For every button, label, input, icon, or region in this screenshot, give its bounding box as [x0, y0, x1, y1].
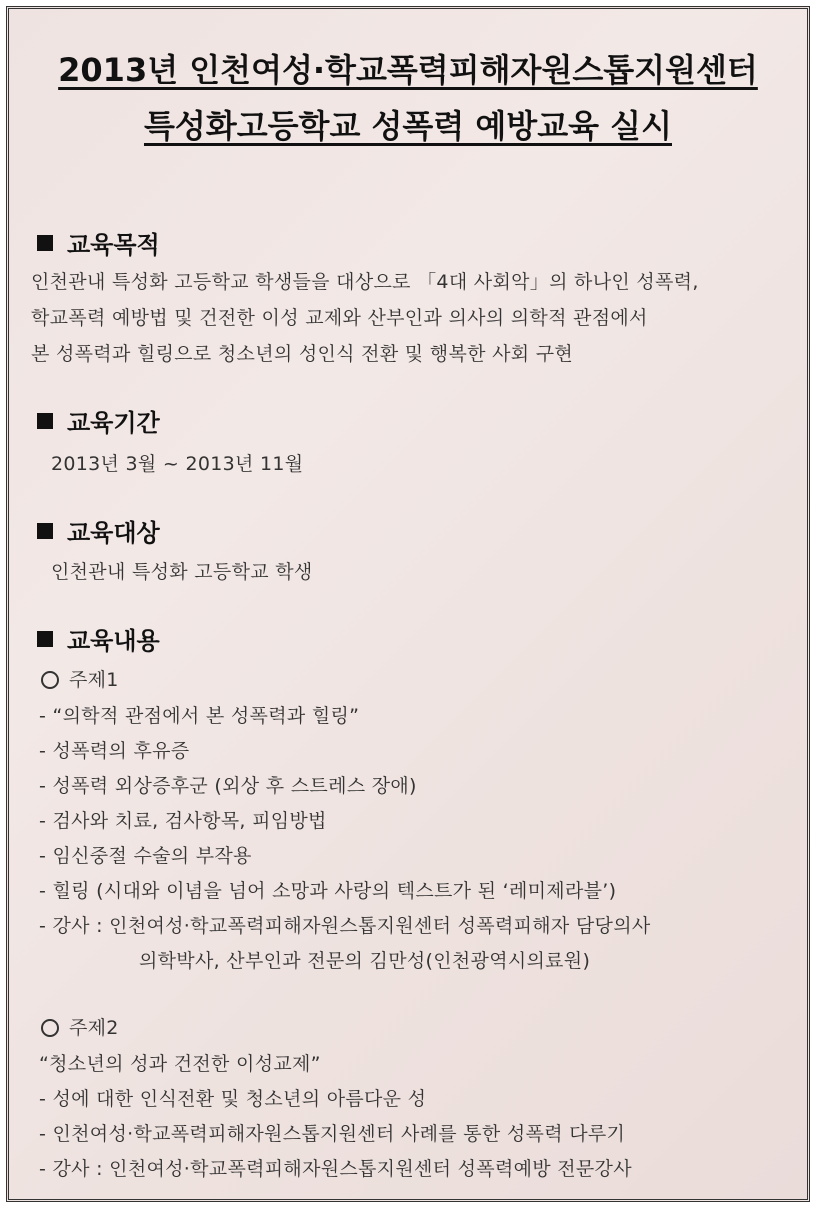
topic1-line: - 성폭력 외상증후군 (외상 후 스트레스 장애) [39, 775, 417, 797]
purpose-line-1: 인천관내 특성화 고등학교 학생들을 대상으로 「4대 사회악」의 하나인 성폭력, [31, 271, 699, 293]
square-bullet-icon [37, 235, 53, 251]
document-page [6, 6, 810, 1202]
topic1-label: 주제1 [41, 665, 119, 692]
topic1-line: - 힐링 (시대와 이념을 넘어 소망과 사랑의 텍스트가 된 ‘레미제라블’) [39, 880, 617, 902]
square-bullet-icon [37, 413, 53, 429]
section-heading-period: 교육기간 [37, 403, 160, 438]
topic1-line: - 검사와 치료, 검사항목, 피임방법 [39, 810, 327, 832]
purpose-line-2: 학교폭력 예방법 및 건전한 이성 교제와 산부인과 의사의 의학적 관점에서 [31, 307, 648, 329]
topic2-line: - 성에 대한 인식전환 및 청소년의 아름다운 성 [39, 1088, 427, 1110]
title-line-2: 특성화고등학교 성폭력 예방교육 실시 [143, 107, 672, 145]
topic1-line: - 임신중절 수술의 부작용 [39, 845, 252, 867]
topic2-label: 주제2 [41, 1013, 119, 1040]
topic1-line: - “의학적 관점에서 본 성폭력과 힐링” [39, 705, 360, 727]
topic1-line: - 성폭력의 후유증 [39, 740, 190, 762]
target-text: 인천관내 특성화 고등학교 학생 [51, 561, 313, 583]
square-bullet-icon [37, 631, 53, 647]
square-bullet-icon [37, 523, 53, 539]
period-text: 2013년 3월 ~ 2013년 11월 [51, 453, 304, 475]
section-heading-content: 교육내용 [37, 621, 160, 656]
purpose-line-3: 본 성폭력과 힐링으로 청소년의 성인식 전환 및 행복한 사회 구현 [31, 343, 574, 365]
title-line-1: 2013년 인천여성·학교폭력피해자원스톱지원센터 [58, 51, 758, 89]
section-heading-purpose: 교육목적 [37, 225, 160, 260]
topic1-lecturer-cont: 의학박사, 산부인과 전문의 김만성(인천광역시의료원) [139, 950, 591, 972]
topic2-line: “청소년의 성과 건전한 이성교제” [39, 1053, 321, 1075]
topic2-line: - 인천여성·학교폭력피해자원스톱지원센터 사례를 통한 성폭력 다루기 [39, 1123, 626, 1145]
section-heading-target: 교육대상 [37, 513, 160, 548]
circle-bullet-icon [41, 1019, 59, 1037]
circle-bullet-icon [41, 671, 59, 689]
topic1-lecturer: - 강사 : 인천여성·학교폭력피해자원스톱지원센터 성폭력피해자 담당의사 [39, 915, 651, 937]
topic2-lecturer: - 강사 : 인천여성·학교폭력피해자원스톱지원센터 성폭력예방 전문강사 [39, 1158, 632, 1180]
